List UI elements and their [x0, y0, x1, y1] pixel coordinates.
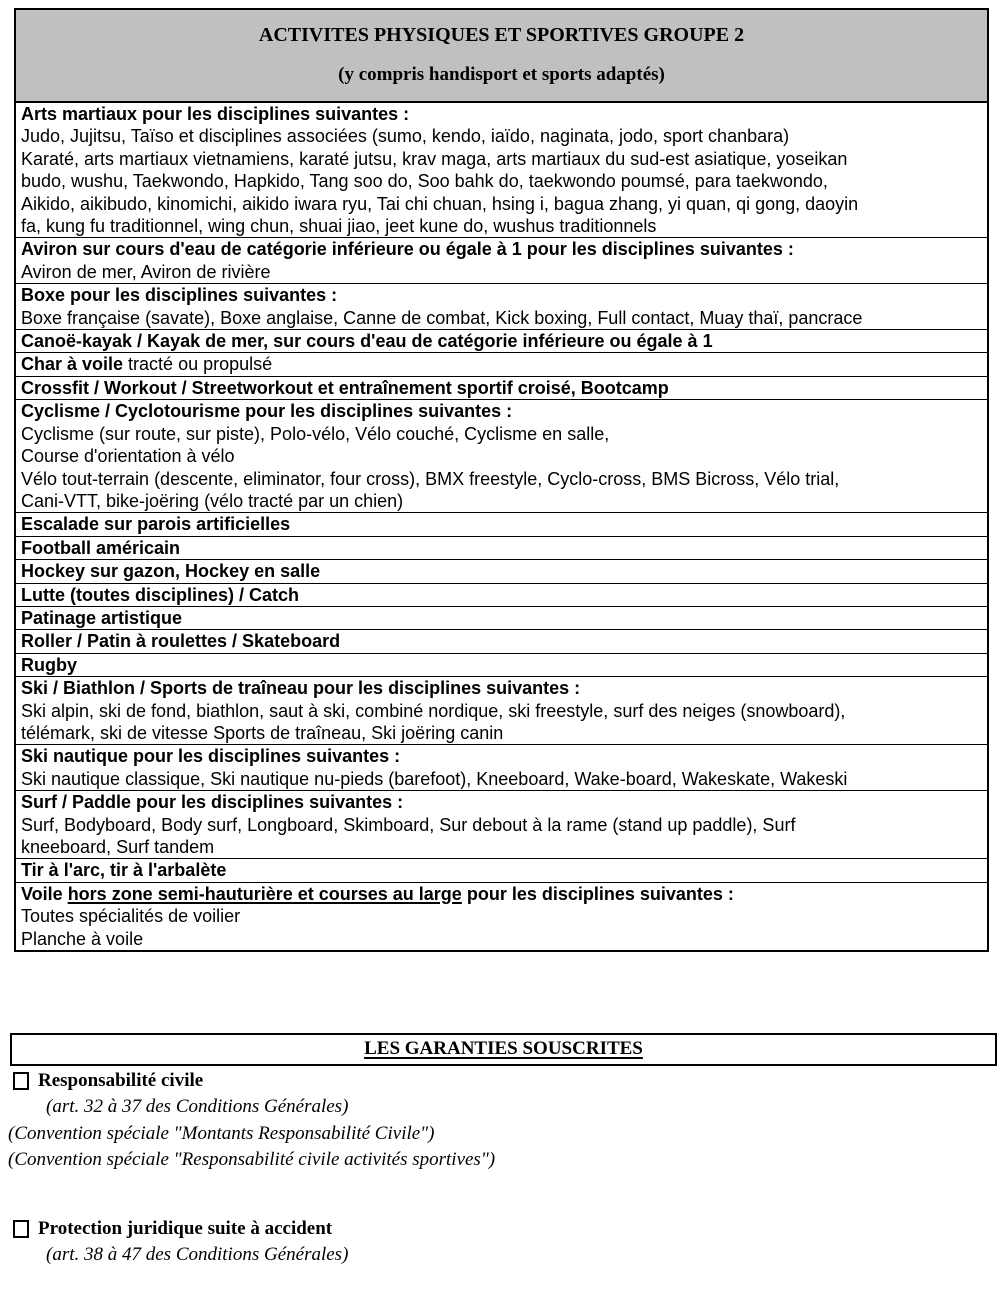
sports-table-body: [16, 103, 987, 950]
table-row: [16, 677, 987, 745]
table-row: [16, 353, 987, 376]
checkbox-icon: [13, 1072, 29, 1090]
garantie-label: Protection juridique suite à accident: [38, 1217, 333, 1239]
table-header: [16, 10, 987, 103]
row-title: Boxe pour les disciplines suivantes :: [21, 285, 338, 306]
row-title: Aviron sur cours d'eau de catégorie inférieure ou égale à 1 pour les disciplines suivantes :: [21, 239, 794, 260]
row-title: Roller / Patin à roulettes / Skateboard: [21, 631, 341, 652]
table-title: ACTIVITES PHYSIQUES ET SPORTIVES GROUPE 2: [258, 24, 745, 46]
table-row: [16, 584, 987, 607]
checkbox-icon: [13, 1220, 29, 1238]
row-detail-line: Ski alpin, ski de fond, biathlon, saut à ski, combiné nordique, ski freestyle, surf des neiges (snowboard),: [21, 700, 846, 721]
garantie-detail: (Convention spéciale "Montants Responsabilité Civile"): [8, 1122, 435, 1144]
row-title: Crossfit / Workout / Streetworkout et entraînement sportif croisé, Bootcamp: [21, 377, 669, 398]
row-title: Escalade sur parois artificielles: [21, 514, 291, 535]
table-row: [16, 284, 987, 330]
row-detail-line: budo, wushu, Taekwondo, Hapkido, Tang soo do, Soo bahk do, taekwondo poumsé, para taekwondo,: [21, 171, 828, 192]
row-detail-line: Planche à voile: [21, 928, 144, 949]
row-title: Voile hors zone semi-hauturière et courses au large pour les disciplines suivantes :: [21, 883, 734, 904]
garantie-detail: (art. 32 à 37 des Conditions Générales): [46, 1096, 349, 1117]
garantie-label-row: [8, 1068, 998, 1094]
row-detail-line: Surf, Bodyboard, Body surf, Longboard, Skimboard, Sur debout à la rame (stand up paddle), Surf: [21, 814, 796, 835]
row-title: Tir à l'arc, tir à l'arbalète: [21, 860, 227, 881]
garantie-detail: (Convention spéciale "Responsabilité civile activités sportives"): [8, 1149, 496, 1170]
sports-activities-table: [14, 8, 989, 952]
table-row: [16, 513, 987, 536]
garanties-title-box: [10, 1033, 997, 1066]
row-detail-line: fa, kung fu traditionnel, wing chun, shuai jiao, jeet kune do, wushus traditionnels: [21, 216, 657, 237]
row-detail-line: Vélo tout-terrain (descente, eliminator, four cross), BMX freestyle, Cyclo-cross, BMS Bicross, Vélo trial,: [21, 468, 840, 489]
row-title: Ski / Biathlon / Sports de traîneau pour les disciplines suivantes :: [21, 678, 581, 699]
row-detail-line: Ski nautique classique, Ski nautique nu-pieds (barefoot), Kneeboard, Wake-board, Wakeskate, Wakeski: [21, 768, 848, 789]
garanties-title: LES GARANTIES SOUSCRITES: [364, 1038, 643, 1059]
table-row: [16, 883, 987, 950]
table-row: [16, 630, 987, 653]
table-row: [16, 859, 987, 882]
table-row: [16, 537, 987, 560]
row-detail-line: Aikido, aikibudo, kinomichi, aikido iwara ryu, Tai chi chuan, hsing i, bagua zhang, yi quan, qi gong, daoyin: [21, 193, 859, 214]
row-title: Canoë-kayak / Kayak de mer, sur cours d'eau de catégorie inférieure ou égale à 1: [21, 331, 713, 352]
garantie-detail: (art. 38 à 47 des Conditions Générales): [46, 1243, 349, 1265]
row-detail-line: Judo, Jujitsu, Taïso et disciplines associées (sumo, kendo, iaïdo, naginata, jodo, sport chanbara): [21, 126, 790, 147]
garantie-label-row: [8, 1216, 998, 1242]
row-detail-line: télémark, ski de vitesse Sports de traîneau, Ski joëring canin: [21, 722, 504, 743]
table-row: [16, 745, 987, 791]
row-detail-line: Aviron de mer, Aviron de rivière: [21, 261, 271, 282]
row-title: Ski nautique pour les disciplines suivantes :: [21, 746, 401, 767]
row-detail-line: Boxe française (savate), Boxe anglaise, Canne de combat, Kick boxing, Full contact, Muay thaï, pancrace: [21, 307, 863, 328]
garantie-label: Responsabilité civile: [38, 1070, 204, 1091]
row-detail-line: Course d'orientation à vélo: [21, 446, 235, 467]
garanties-list: [8, 1068, 998, 1289]
row-title: Patinage artistique: [21, 607, 183, 628]
table-row: [16, 330, 987, 353]
row-title: Lutte (toutes disciplines) / Catch: [21, 584, 300, 605]
row-title: Char à voile tracté ou propulsé: [21, 354, 273, 375]
table-row: [16, 560, 987, 583]
table-row: [16, 400, 987, 513]
row-title: Cyclisme / Cyclotourisme pour les disciplines suivantes :: [21, 401, 513, 422]
row-detail-line: Cani-VTT, bike-joëring (vélo tracté par un chien): [21, 490, 404, 511]
garantie-item: [8, 1216, 998, 1269]
row-detail-line: Karaté, arts martiaux vietnamiens, karaté jutsu, krav maga, arts martiaux du sud-est asiatique, yoseikan: [21, 148, 848, 169]
garantie-item: [8, 1068, 998, 1174]
row-title: Football américain: [21, 537, 181, 558]
row-detail-line: kneeboard, Surf tandem: [21, 837, 215, 857]
table-row: [16, 654, 987, 677]
row-detail-line: Cyclisme (sur route, sur piste), Polo-vélo, Vélo couché, Cyclisme en salle,: [21, 423, 610, 444]
table-subtitle: (y compris handisport et sports adaptés): [338, 64, 665, 85]
row-title: Rugby: [21, 654, 77, 675]
table-row: [16, 607, 987, 630]
row-title: Arts martiaux pour les disciplines suivantes :: [21, 104, 410, 124]
row-title: Hockey sur gazon, Hockey en salle: [21, 561, 321, 582]
table-row: [16, 103, 987, 238]
table-row: [16, 791, 987, 859]
table-row: [16, 377, 987, 400]
table-row: [16, 238, 987, 284]
row-detail-line: Toutes spécialités de voilier: [21, 906, 241, 927]
row-title: Surf / Paddle pour les disciplines suivantes :: [21, 792, 404, 813]
